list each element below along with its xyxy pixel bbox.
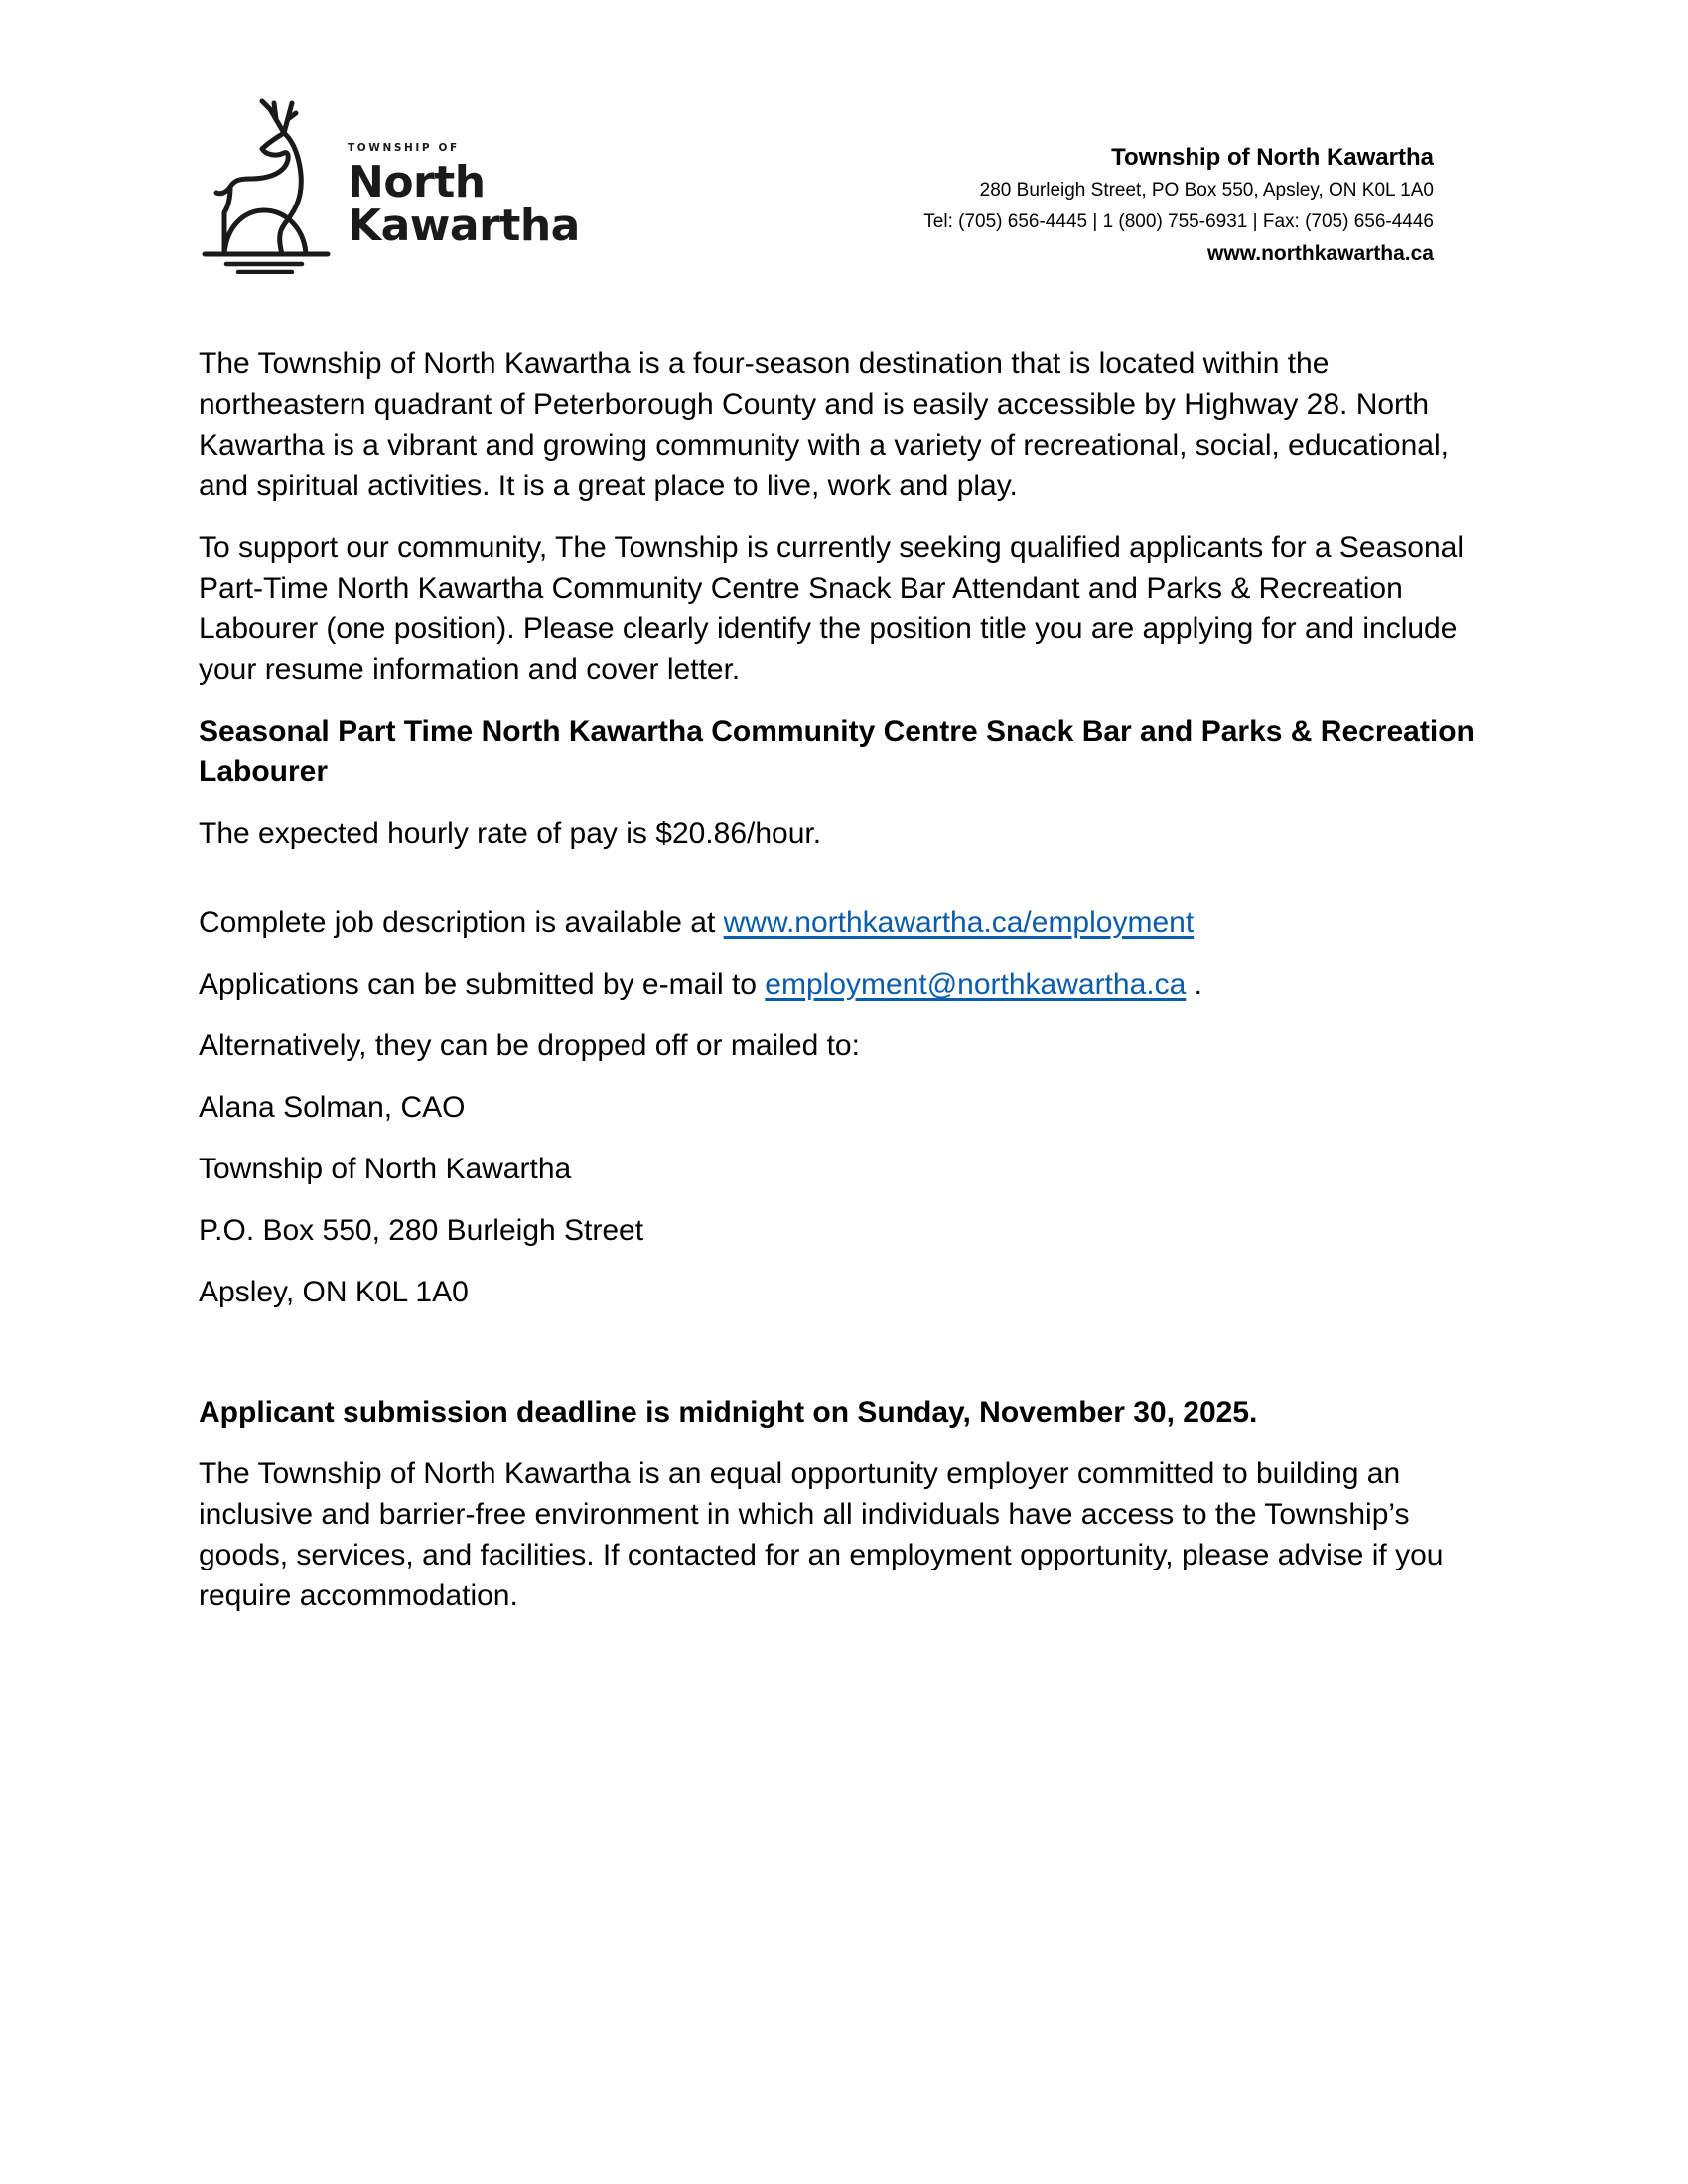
- email-suffix: .: [1186, 968, 1202, 1001]
- pay-rate: The expected hourly rate of pay is $20.86/hour.: [199, 817, 822, 850]
- logo-wordmark: [348, 141, 580, 251]
- email-line: [199, 964, 1499, 1005]
- letterhead-contact: [923, 141, 1434, 270]
- job-description-line: [199, 902, 1499, 943]
- email-link[interactable]: employment@northkawartha.ca: [765, 968, 1187, 1001]
- mailing-address-line: P.O. Box 550, 280 Burleigh Street: [199, 1214, 644, 1247]
- logo-township-of: TOWNSHIP OF: [348, 142, 460, 154]
- mailing-address-line: Apsley, ON K0L 1A0: [199, 1276, 469, 1308]
- seeking-paragraph: To support our community, The Township is currently seeking qualified applicants for a Seasonal Part-Time North Kawartha Community Centre Snack Bar Attendant and Parks & Recreation Labourer (one position). Please clearly identify the position title you are applying for and include your resume information and cover letter.: [199, 531, 1465, 686]
- intro-paragraph: The Township of North Kawartha is a four-season destination that is located within the northeastern quadrant of Peterborough County and is easily accessible by Highway 28. North Kawartha is a vibrant and growing community with a variety of recreational, social, educational, and spiritual activities. It is a great place to live, work and play.: [199, 347, 1449, 502]
- mailing-address-line: Township of North Kawartha: [199, 1153, 572, 1185]
- job-description-prefix: Complete job description is available at: [199, 906, 724, 939]
- mailing-address-line: Alana Solman, CAO: [199, 1091, 466, 1124]
- deadline-notice: Applicant submission deadline is midnight on Sunday, November 30, 2025.: [199, 1396, 1258, 1429]
- document-body: [199, 343, 1499, 1637]
- alternative-line: Alternatively, they can be dropped off or mailed to:: [199, 1029, 860, 1062]
- job-description-link[interactable]: www.northkawartha.ca/employment: [723, 906, 1195, 939]
- deer-sunset-icon: [197, 95, 336, 274]
- letterhead-org-name: Township of North Kawartha: [1111, 144, 1434, 171]
- position-title: Seasonal Part Time North Kawartha Community Centre Snack Bar and Parks & Recreation Labourer: [199, 715, 1475, 788]
- township-logo: [197, 95, 604, 274]
- letterhead-phones: Tel: (705) 656-4445 | 1 (800) 755-6931 | Fax: (705) 656-4446: [923, 211, 1434, 232]
- email-prefix: Applications can be submitted by e-mail to: [199, 968, 766, 1001]
- letterhead-website: www.northkawartha.ca: [1207, 242, 1434, 265]
- letterhead-address: 280 Burleigh Street, PO Box 550, Apsley, ON K0L 1A0: [979, 180, 1434, 201]
- mailing-address: [199, 1087, 1499, 1312]
- logo-north: North: [348, 157, 486, 207]
- logo-kawartha: Kawartha: [348, 201, 580, 251]
- equal-opportunity-statement: The Township of North Kawartha is an equal opportunity employer committed to building an inclusive and barrier-free environment in which all individuals have access to the Township’s goods, services, and facilities. If contacted for an employment opportunity, please advise if you require accommodation.: [199, 1457, 1444, 1612]
